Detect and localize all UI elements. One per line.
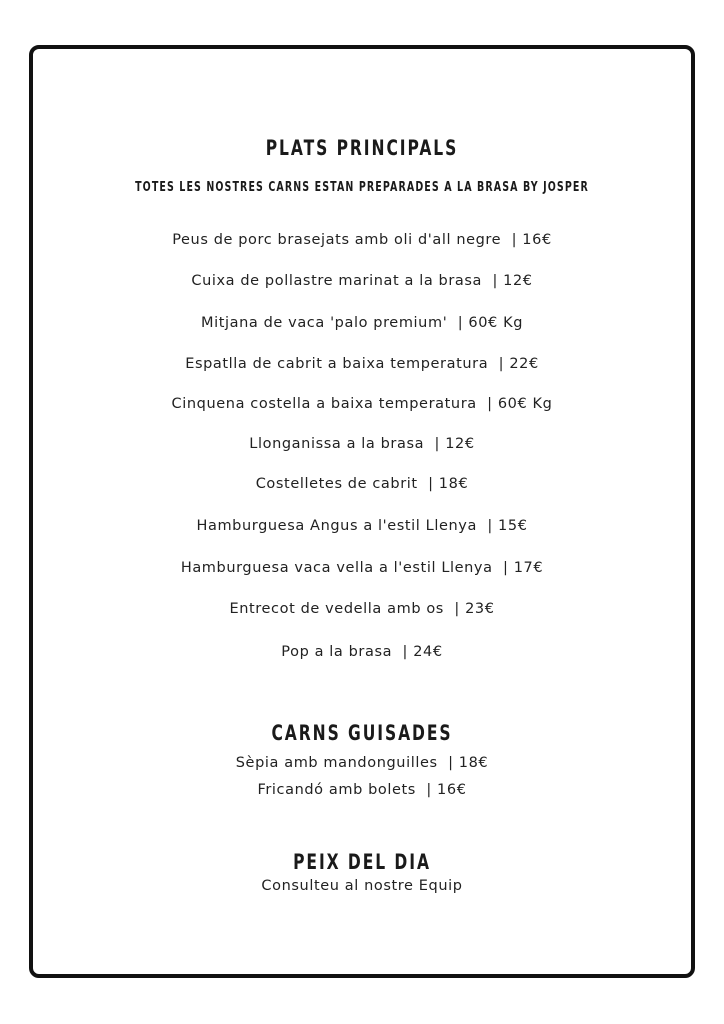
menu-item: Mitjana de vaca 'palo premium' | 60€ Kg: [200, 315, 523, 331]
menu-item: Llonganissa a la brasa | 12€: [249, 436, 475, 452]
menu-item: Peus de porc brasejats amb oli d'all negre | 16€: [172, 232, 552, 248]
section-title-carns-guisades: CARNS GUISADES: [271, 721, 453, 745]
section-title-plats-principals: PLATS PRINCIPALS: [265, 136, 459, 160]
menu-item: Cuixa de pollastre marinat a la brasa | 12€: [191, 273, 533, 289]
menu-item: Sèpia amb mandonguilles | 18€: [235, 755, 489, 771]
menu-item: Hamburguesa vaca vella a l'estil Llenya | 17€: [180, 560, 544, 576]
menu-item: Pop a la brasa | 24€: [281, 644, 443, 660]
section-subtitle: TOTES LES NOSTRES CARNS ESTAN PREPARADES A LA BRASA BY JOSPER: [135, 180, 589, 195]
menu-item: Cinquena costella a baixa temperatura | 60€ Kg: [171, 396, 553, 412]
menu-item: Costelletes de cabrit | 18€: [255, 476, 469, 492]
menu-item: Entrecot de vedella amb os | 23€: [229, 601, 495, 617]
fish-note: Consulteu al nostre Equip: [261, 878, 463, 894]
menu-item: Espatlla de cabrit a baixa temperatura | 22€: [185, 356, 539, 372]
section-title-peix-del-dia: PEIX DEL DIA: [293, 850, 431, 874]
menu-item: Hamburguesa Angus a l'estil Llenya | 15€: [196, 518, 528, 534]
menu-item: Fricandó amb bolets | 16€: [257, 782, 467, 798]
